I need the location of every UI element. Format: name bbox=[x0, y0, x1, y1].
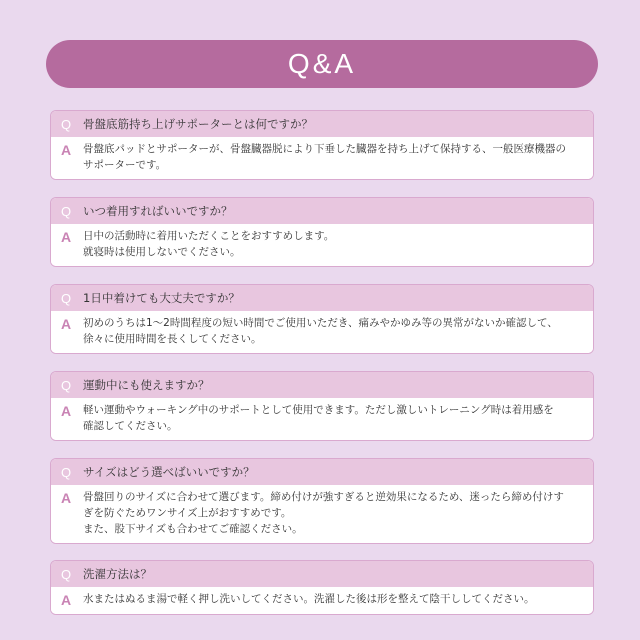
qa-item bbox=[50, 371, 594, 441]
answer-marker: A bbox=[61, 142, 72, 158]
question-row[interactable] bbox=[51, 372, 593, 398]
page-title: Q&A bbox=[46, 40, 598, 88]
answer-line: ぎを防ぐためワンサイズ上がおすすめです。 bbox=[83, 507, 292, 519]
question-marker: Q bbox=[61, 377, 72, 393]
answer-row bbox=[51, 137, 593, 179]
question-row[interactable] bbox=[51, 459, 593, 485]
answer-text bbox=[83, 489, 564, 537]
question-text: 運動中にも使えますか？ bbox=[83, 378, 210, 392]
answer-line: 骨盤底パッドとサポーターが、骨盤臓器脱により下垂した臓器を持ち上げて保持する、一般医療機器の bbox=[83, 143, 566, 155]
question-row[interactable] bbox=[51, 285, 593, 311]
answer-text bbox=[83, 228, 334, 260]
answer-text bbox=[83, 141, 566, 173]
qa-item bbox=[50, 458, 594, 544]
question-marker: Q bbox=[61, 203, 72, 219]
answer-line: 確認してください。 bbox=[83, 420, 178, 432]
answer-line: 就寝時は使用しないでください。 bbox=[83, 246, 241, 258]
answer-row bbox=[51, 224, 593, 266]
answer-marker: A bbox=[61, 592, 72, 608]
question-marker: Q bbox=[61, 464, 72, 480]
answer-text bbox=[83, 402, 554, 434]
answer-row bbox=[51, 587, 593, 614]
question-marker: Q bbox=[61, 566, 72, 582]
question-text: いつ着用すればいいですか？ bbox=[83, 204, 233, 218]
answer-marker: A bbox=[61, 316, 72, 332]
question-text: 1日中着けても大丈夫ですか？ bbox=[83, 291, 240, 305]
qa-item bbox=[50, 284, 594, 354]
answer-marker: A bbox=[61, 490, 72, 506]
qa-item bbox=[50, 110, 594, 180]
answer-line: 初めのうちは1～2時間程度の短い時間でご使用いただき、痛みやかゆみ等の異常がないか確認して、 bbox=[83, 317, 558, 329]
qa-item bbox=[50, 197, 594, 267]
question-row[interactable] bbox=[51, 111, 593, 137]
answer-row bbox=[51, 485, 593, 543]
answer-line: 日中の活動時に着用いただくことをおすすめします。 bbox=[83, 230, 335, 242]
answer-line: 骨盤回りのサイズに合わせて選びます。締め付けが強すぎると逆効果になるため、迷ったら締め付けす bbox=[83, 491, 564, 503]
answer-line: 水またはぬるま湯で軽く押し洗いしてください。洗濯した後は形を整えて陰干ししてください。 bbox=[83, 593, 535, 605]
answer-line: 徐々に使用時間を長くしてください。 bbox=[83, 333, 262, 345]
answer-line: 軽い運動やウォーキング中のサポートとして使用できます。ただし激しいトレーニング時は着用感を bbox=[83, 404, 554, 416]
answer-line: また、股下サイズも合わせてご確認ください。 bbox=[83, 523, 303, 535]
answer-marker: A bbox=[61, 229, 72, 245]
answer-marker: A bbox=[61, 403, 72, 419]
question-marker: Q bbox=[61, 116, 72, 132]
qa-item bbox=[50, 560, 594, 615]
answer-text bbox=[83, 315, 558, 347]
question-row[interactable] bbox=[51, 198, 593, 224]
answer-row bbox=[51, 311, 593, 353]
question-text: 骨盤底筋持ち上げサポーターとは何ですか？ bbox=[83, 117, 313, 131]
question-text: 洗濯方法は？ bbox=[83, 567, 152, 581]
question-text: サイズはどう選べばいいですか？ bbox=[83, 465, 255, 479]
question-row[interactable] bbox=[51, 561, 593, 587]
question-marker: Q bbox=[61, 290, 72, 306]
answer-line: サポーターです。 bbox=[83, 159, 167, 171]
answer-text bbox=[83, 591, 535, 607]
answer-row bbox=[51, 398, 593, 440]
